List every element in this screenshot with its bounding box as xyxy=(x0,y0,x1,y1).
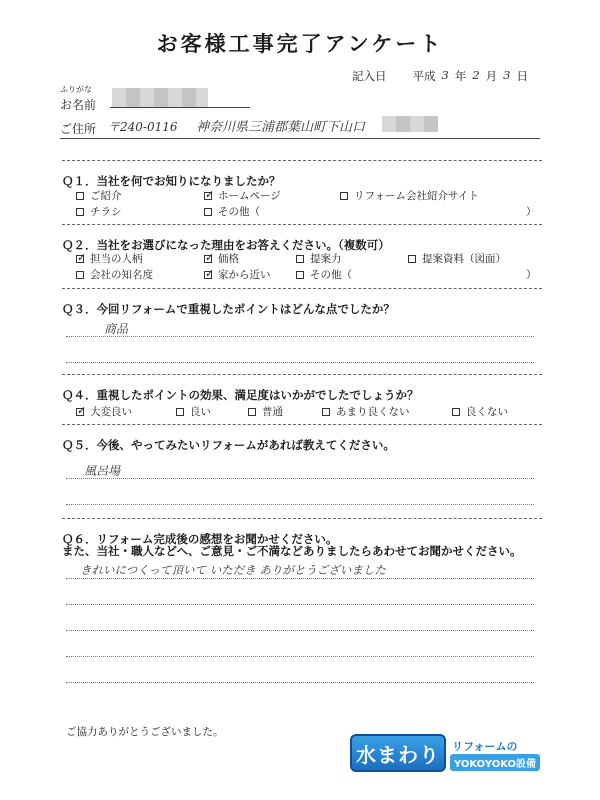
q3-question: Ｑ３．今回リフォームで重視したポイントはどんな点でしたか？ xyxy=(62,288,542,317)
checkbox-checked[interactable] xyxy=(204,271,212,279)
furigana-label: ふりがな xyxy=(60,85,92,94)
q4-option-not-so-good[interactable]: あまり良くない xyxy=(322,404,410,419)
q1-option-other[interactable]: その他（ xyxy=(204,204,260,219)
q1-option-flyer[interactable]: チラシ xyxy=(76,204,122,219)
date-month: 2 xyxy=(472,68,480,82)
q3-answer-line-2 xyxy=(66,362,534,363)
checkbox[interactable] xyxy=(322,408,330,416)
q6-answer-line-4 xyxy=(66,656,534,657)
logo-company-name: YOKOYOKO設備 xyxy=(450,754,540,771)
date-row xyxy=(352,68,528,84)
name-underline xyxy=(110,107,250,108)
checkbox[interactable] xyxy=(204,208,212,216)
logo-subtitle: リフォームの xyxy=(452,740,518,753)
q5-answer-line-2 xyxy=(66,504,534,505)
name-label: お名前 xyxy=(60,98,97,112)
q2-option-documents[interactable]: 提案資料（図面） xyxy=(408,251,506,266)
q2-option-price[interactable]: ✓ 価格 xyxy=(204,251,239,266)
q6-question-line-2: また、当社・職人などへ、ご意見・ご不満などありましたらあわせてお聞かせください。 xyxy=(62,544,522,558)
q4-option-average[interactable]: 普通 xyxy=(248,404,283,419)
page-title: お客様工事完了アンケート xyxy=(156,32,444,56)
checkbox[interactable] xyxy=(452,408,460,416)
address-text: 神奈川県三浦郡葉山町下山口 xyxy=(196,120,366,135)
q4-option-bad[interactable]: 良くない xyxy=(452,404,508,419)
q2-option-reputation[interactable]: 会社の知名度 xyxy=(76,267,153,282)
checkbox[interactable] xyxy=(248,408,256,416)
date-month-unit: 月 xyxy=(485,69,498,83)
q3-answer: 商品 xyxy=(104,322,129,336)
checkbox[interactable] xyxy=(176,408,184,416)
q6-answer-line-5 xyxy=(66,682,534,683)
date-day-unit: 日 xyxy=(516,69,528,83)
q1-option-intro[interactable]: ご紹介 xyxy=(76,188,122,203)
checkbox[interactable] xyxy=(296,255,304,263)
address-zip: 〒240-0116 xyxy=(108,120,178,134)
checkbox[interactable] xyxy=(76,192,84,200)
q6-answer-line-3 xyxy=(66,630,534,631)
date-day: 3 xyxy=(503,68,511,82)
q1-option-portal[interactable]: リフォーム会社紹介サイト xyxy=(340,188,479,203)
checkbox[interactable] xyxy=(296,271,304,279)
q2-option-staff[interactable]: ✓ 担当の人柄 xyxy=(76,251,143,266)
q6-answer-line-1 xyxy=(66,578,534,579)
q5-question: Ｑ５．今後、やってみたいリフォームがあれば教えてください。 xyxy=(62,424,542,453)
address-label: ご住所 xyxy=(60,122,97,136)
date-label: 記入日 xyxy=(352,69,387,83)
checkbox[interactable] xyxy=(76,271,84,279)
checkbox[interactable] xyxy=(408,255,416,263)
q1-question: Ｑ１．当社を何でお知りになりましたか？ xyxy=(62,160,542,189)
checkbox[interactable] xyxy=(76,208,84,216)
q2-option-proposal[interactable]: 提案力 xyxy=(296,251,342,266)
q2-close-paren: ） xyxy=(526,269,537,281)
q2-option-other[interactable]: その他（ xyxy=(296,267,352,282)
q1-option-homepage[interactable]: ✓ ホームページ xyxy=(204,188,281,203)
q2-option-nearby[interactable]: ✓ 家から近い xyxy=(204,267,271,282)
q4-option-good[interactable]: 良い xyxy=(176,404,211,419)
checkbox-checked[interactable] xyxy=(76,408,84,416)
name-redaction xyxy=(112,88,208,108)
q6-answer-line-2 xyxy=(66,604,534,605)
date-era: 平成 xyxy=(412,69,436,83)
q5-answer-line-1 xyxy=(66,478,534,479)
date-year-unit: 年 xyxy=(454,69,467,83)
q2-question: Ｑ２．当社をお選びになった理由をお答えください。（複数可） xyxy=(62,224,542,253)
q4-option-very-good[interactable]: ✓ 大変良い xyxy=(76,404,132,419)
checkbox-checked[interactable] xyxy=(204,255,212,263)
address-redaction xyxy=(382,116,438,132)
q3-answer-line-1 xyxy=(66,336,534,337)
checkbox[interactable] xyxy=(340,192,348,200)
q5-answer: 風呂場 xyxy=(84,464,121,478)
q4-question: Ｑ４．重視したポイントの効果、満足度はいかがでしたでしょうか？ xyxy=(62,374,542,403)
address-underline xyxy=(60,138,540,139)
q1-close-paren: ） xyxy=(526,206,537,218)
checkbox-checked[interactable] xyxy=(76,255,84,263)
q6-question: Ｑ６．リフォーム完成後の感想をお聞かせください。 xyxy=(62,518,542,547)
date-year: 3 xyxy=(441,68,449,82)
checkbox-checked[interactable] xyxy=(204,192,212,200)
thanks-message: ご協力ありがとうございました。 xyxy=(66,726,224,738)
company-logo: 水まわり xyxy=(350,734,446,772)
q6-answer: きれいにつくって頂いて いただき ありがとうございました xyxy=(80,563,386,577)
